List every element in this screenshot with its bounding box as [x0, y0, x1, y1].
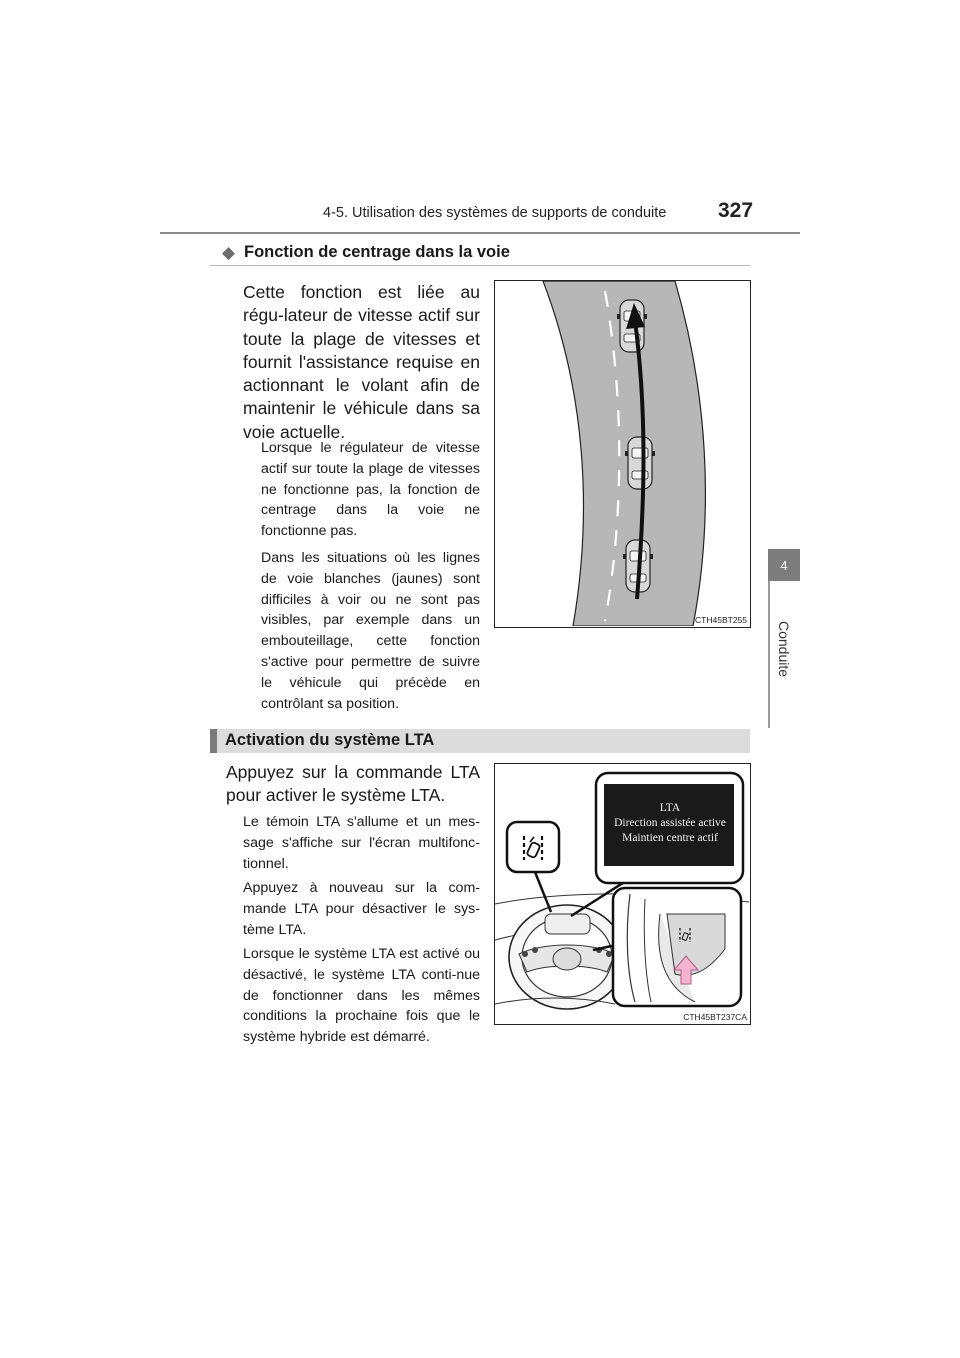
mid-screen-line-3: Maintien centre actif: [622, 832, 718, 844]
mid-screen-message: [607, 801, 733, 846]
chapter-tab-label: Conduite: [776, 620, 792, 678]
lta-switch-figure: [494, 763, 751, 1025]
section2-note2: Appuyez à nouveau sur la com-mande LTA pour désactiver le sys-tème LTA.: [243, 880, 480, 938]
diamond-bullet-icon: ◆: [222, 243, 236, 262]
section1-title: Fonction de centrage dans la voie: [244, 243, 510, 261]
running-header-section: 4-5. Utilisation des systèmes de supports de conduite: [323, 205, 667, 221]
section1-note1: Lorsque le régulateur de vitesse actif sur toute la plage de vitesses ne fonctionne pas, la fonction de centrage dans la voie ne fonctionne pas.: [261, 440, 480, 540]
page-number: 327: [718, 199, 754, 222]
lane-centering-figure: [494, 280, 751, 628]
section1-note2: Dans les situations où les lignes de voie blanches (jaunes) sont difficiles à voir ou ne sont pas visibles, par exemple dans un embouteillage, cette fonction s'active pour permettre de suivre le véhicule qui précède en contrôlant sa position.: [261, 550, 480, 712]
section2-note1: Le témoin LTA s'allume et un mes-sage s'affiche sur l'écran multifonc-tionnel.: [243, 814, 480, 872]
section2-paragraph: Appuyez sur la commande LTA pour activer le système LTA.: [226, 762, 480, 805]
lta-switch-icon[interactable]: [678, 927, 692, 943]
chapter-tab-number: 4: [768, 549, 800, 581]
section1-paragraph: Cette fonction est liée au régu-lateur de vitesse actif sur toute la plage de vitesses et fournit l'assistance requise en actionnant le volant afin de maintenir le véhicule dans sa voie actuelle.: [243, 282, 480, 442]
mid-screen-line-2: Direction assistée active: [614, 817, 726, 829]
section1-rule: [210, 265, 750, 266]
lane-tracing-icon: [520, 834, 548, 862]
section2-title: Activation du système LTA: [225, 731, 435, 749]
section2-heading-accent: [210, 729, 217, 753]
section2-note3: Lorsque le système LTA est activé ou désactivé, le système LTA conti-nue de fonctionner dans les mêmes conditions la prochaine fois que le système hybride est démarré.: [243, 946, 480, 1046]
lane-centering-illustration: [495, 281, 749, 626]
header-rule: [160, 232, 800, 234]
up-arrow-icon: [672, 954, 700, 986]
mid-screen-line-1: LTA: [659, 802, 681, 814]
figure1-code: CTH45BT255: [695, 615, 747, 625]
figure2-code: CTH45BT237CA: [683, 1012, 747, 1022]
